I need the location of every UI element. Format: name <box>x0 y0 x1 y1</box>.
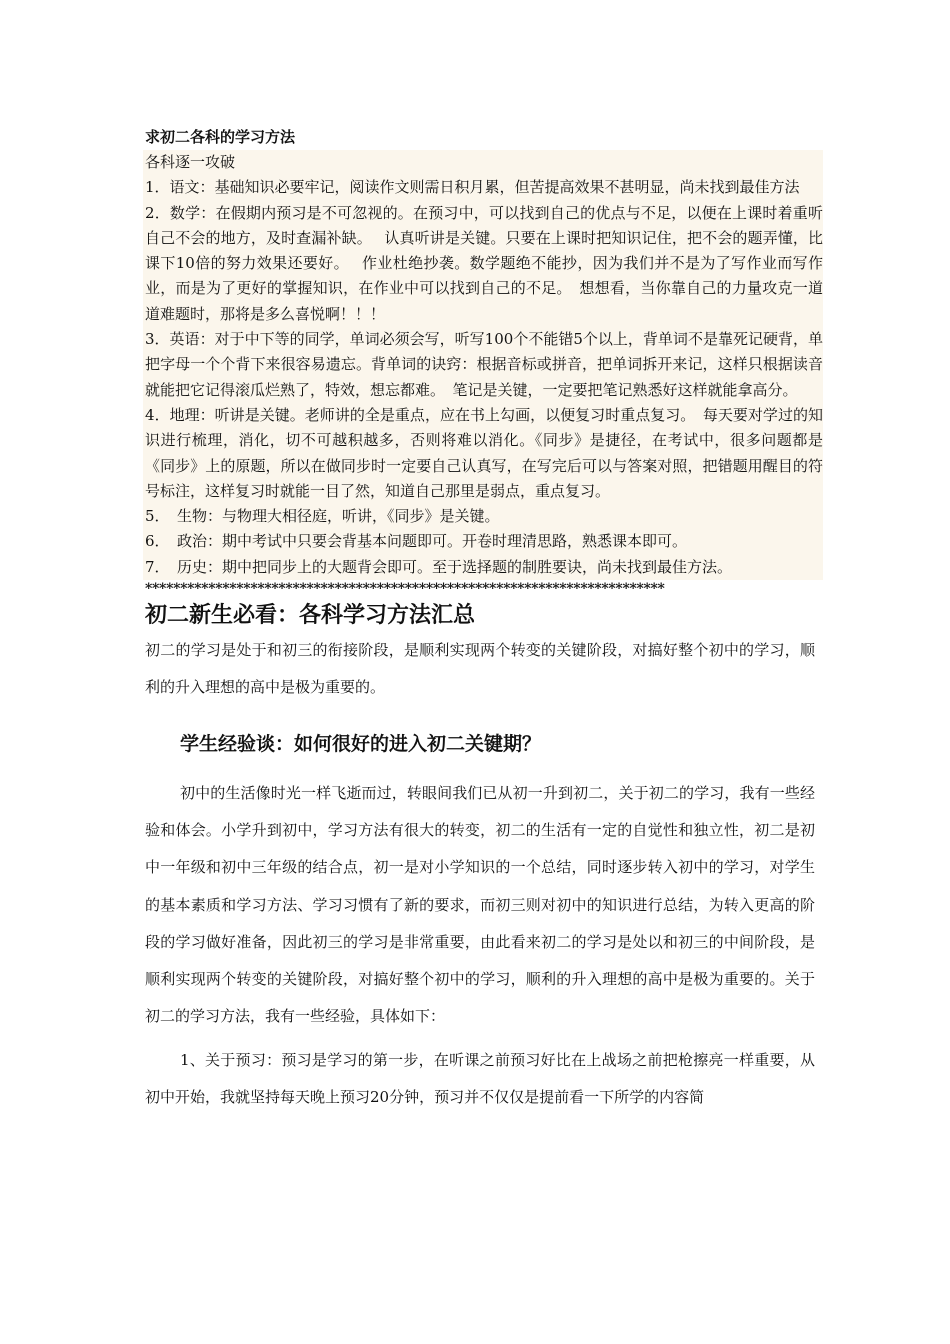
section-intro: 初二的学习是处于和初三的衔接阶段，是顺利实现两个转变的关键阶段，对搞好整个初中的学习，顺利的升入理想的高中是极为重要的。 <box>145 641 815 697</box>
experience-paragraph: 初中的生活像时光一样飞逝而过，转眼间我们已从初一升到初二，关于初二的学习，我有一些经验和体会。小学升到初中，学习方法有很大的转变，初二的生活有一定的自觉性和独立性，初二是初中一年级和初中三年级的结合点，初一是对小学知识的一个总结，同时逐步转入初中的学习，对学生的基本素质和学习方法、学习习惯有了新的要求，而初三则对初中的知识进行总结，为转入更高的阶段的学习做好准备，因此初三的学习是非常重要，由此看来初二的学习是处以和初三的中间阶段，是顺利实现两个转变的关键阶段，对搞好整个初中的学习，顺利的升入理想的高中是极为重要的。关于初二的学习方法，我有一些经验，具体如下： <box>145 783 815 1026</box>
article-title: 求初二各科的学习方法 <box>145 128 296 146</box>
subject-item-biology: 5． 生物：与物理大相径庭，听讲，《同步》是关键。 <box>145 507 500 526</box>
block-subtitle: 各科逐一攻破 <box>145 153 236 171</box>
preview-paragraph: 1、关于预习：预习是学习的第一步，在听课之前预习好比在上战场之前把枪擦亮一样重要，从初中开始，我就坚持每天晚上预习20分钟，预习并不仅仅是提前看一下所学的内容简 <box>145 1050 815 1107</box>
subject-item-geography: 4．地理：听讲是关键。老师讲的全是重点，应在书上勾画，以便复习时重点复习。 每天要对学过的知识进行梳理，消化，切不可越积越多，否则将难以消化。《同步》是捷径，在考试中，很多问题都是《同步》上的原题，所以在做同步时一定要自己认真写，在写完后可以与答案对照，把错题用醒目的符号标注，这样复习时就能一目了然，知道自己那里是弱点，重点复习。 <box>145 405 823 500</box>
subject-methods-block <box>143 150 823 580</box>
subject-item-chinese: 1．语文：基础知识必要牢记，阅读作文则需日积月累，但苦提高效果不甚明显，尚未找到最佳方法 <box>145 178 800 197</box>
experience-heading: 学生经验谈：如何很好的进入初二关键期？ <box>180 732 542 755</box>
subject-item-math: 2．数学：在假期内预习是不可忽视的。在预习中，可以找到自己的优点与不足，以便在上课时着重听自己不会的地方，及时查漏补缺。 认真听讲是关键。只要在上课时把知识记住，把不会的题弄懂，比课下10倍的努力效果还要好。 作业杜绝抄袭。数学题绝不能抄，因为我们并不是为了写作业而写作业，而是为了更好的掌握知识，在作业中可以找到自己的不足。 想想看，当你靠自己的力量攻克一道道难题时，那将是多么喜悦啊！！！ <box>145 203 823 323</box>
subject-item-history: 7． 历史：期中把同步上的大题背会即可。至于选择题的制胜要诀，尚未找到最佳方法。 <box>145 557 733 576</box>
subject-item-english: 3．英语：对于中下等的同学，单词必须会写，听写100个不能错5个以上，背单词不是靠死记硬背，单把字母一个个背下来很容易遗忘。背单词的诀窍：根据音标或拼音，把单词拆开来记，这样只根据读音就能把它记得滚瓜烂熟了，特效，想忘都难。 笔记是关键，一定要把笔记熟悉好这样就能拿高分。 <box>145 330 823 399</box>
document-page <box>145 124 823 1116</box>
star-divider: ************************************************************************** <box>145 581 665 598</box>
section-heading: 初二新生必看：各科学习方法汇总 <box>145 602 476 629</box>
subject-item-politics: 6． 政治：期中考试中只要会背基本问题即可。开卷时理清思路，熟悉课本即可。 <box>145 532 688 551</box>
